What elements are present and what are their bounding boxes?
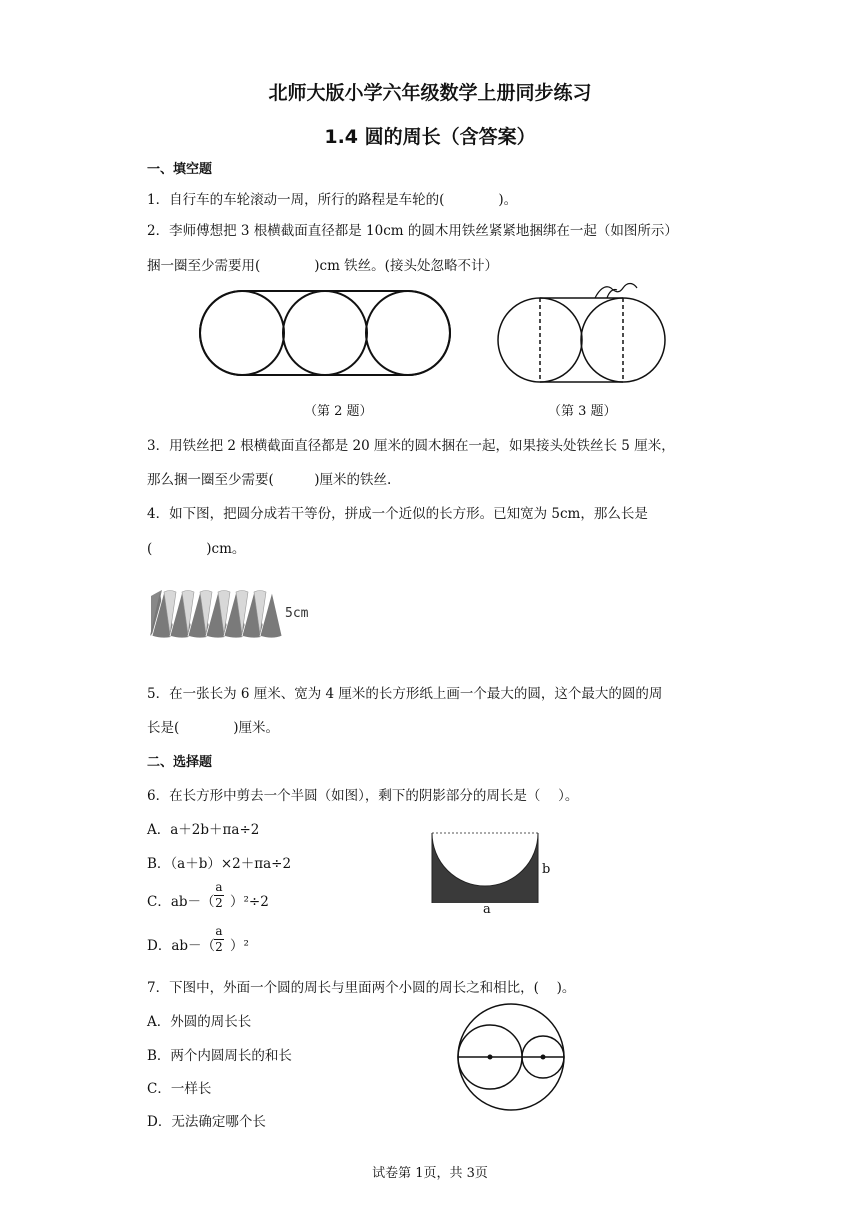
q6-option-d-suffix: ）² xyxy=(230,938,249,954)
question-2-line1: 2．李师傅想把 3 根横截面直径都是 10cm 的圆木用铁丝紧紧地捆绑在一起（如图所示） xyxy=(147,223,678,239)
q6-option-a: A．a＋2b＋πa÷2 xyxy=(147,822,260,838)
question-6: 6．在长方形中剪去一个半圆（如图），剩下的阴影部分的周长是（ ）。 xyxy=(147,788,579,804)
question-3-line2: 那么捆一圈至少需要( )厘米的铁丝. xyxy=(147,472,392,488)
page-subtitle: 1.4 圆的周长（含答案） xyxy=(324,126,536,148)
question-1: 1．自行车的车轮滚动一周，所行的路程是车轮的( )。 xyxy=(147,192,518,208)
question-3-line1: 3．用铁丝把 2 根横截面直径都是 20 厘米的圆木捆在一起，如果接头处铁丝长 5 厘米， xyxy=(147,438,675,454)
fraction-denominator: 2 xyxy=(215,940,223,954)
fraction-numerator: a xyxy=(215,924,223,938)
figure-3-caption: （第 3 题） xyxy=(548,404,617,419)
section-heading-fill-blank: 一、填空题 xyxy=(147,162,213,177)
question-5-line1: 5．在一张长为 6 厘米、宽为 4 厘米的长方形纸上画一个最大的圆，这个最大的圆的周 xyxy=(147,686,663,702)
q6-option-c-fraction xyxy=(214,881,224,910)
q7-option-b: B．两个内圆周长的和长 xyxy=(147,1048,292,1064)
q6-option-c-prefix: C．ab－（ xyxy=(147,894,215,910)
figure-circle-sectors-rectangle xyxy=(148,588,283,638)
section-heading-multiple-choice: 二、选择题 xyxy=(147,755,213,770)
figure-nested-circles xyxy=(452,1002,570,1114)
figure-6-label-a: a xyxy=(483,902,491,917)
fraction-denominator: 2 xyxy=(215,896,223,910)
q7-option-d: D．无法确定哪个长 xyxy=(147,1114,266,1130)
q6-option-d-prefix: D．ab－（ xyxy=(147,938,216,954)
figure-two-logs xyxy=(495,280,675,390)
page-footer: 试卷第 1页，共 3页 xyxy=(372,1166,488,1181)
figure-three-logs xyxy=(190,285,460,385)
figure-2-caption: （第 2 题） xyxy=(304,404,373,419)
q7-option-c: C．一样长 xyxy=(147,1081,212,1097)
q6-option-d-fraction xyxy=(214,925,224,954)
question-4-line2: ( )cm。 xyxy=(147,541,246,557)
fraction-numerator: a xyxy=(215,880,223,894)
q7-option-a: A．外圆的周长长 xyxy=(147,1014,252,1030)
question-2-line2: 捆一圈至少需要用( )cm 铁丝。(接头处忽略不计） xyxy=(147,258,498,274)
page-title: 北师大版小学六年级数学上册同步练习 xyxy=(268,82,592,104)
question-7: 7．下图中，外面一个圆的周长与里面两个小圆的周长之和相比，( )。 xyxy=(147,980,576,996)
question-5-line2: 长是( )厘米。 xyxy=(147,720,280,736)
question-4-line1: 4．如下图，把圆分成若干等份，拼成一个近似的长方形。已知宽为 5cm，那么长是 xyxy=(147,506,648,522)
q6-option-c-suffix: ）²÷2 xyxy=(230,894,269,910)
q6-option-b: B．（a＋b）×2＋πa÷2 xyxy=(147,856,292,872)
figure-6-label-b: b xyxy=(542,862,551,877)
figure-rectangle-semicircle xyxy=(430,830,540,905)
figure-4-width-label: 5cm xyxy=(285,606,309,621)
